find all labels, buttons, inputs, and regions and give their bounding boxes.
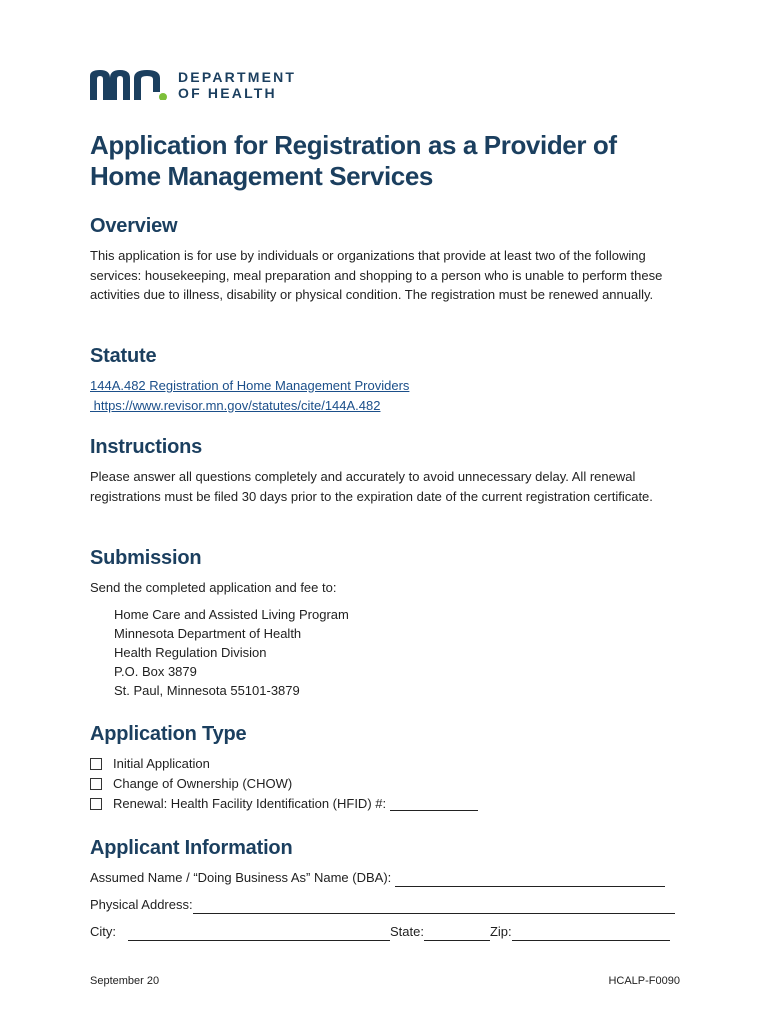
- dba-row: [90, 868, 665, 887]
- footer-form-id: HCALP-F0090: [608, 975, 680, 987]
- option-initial: [90, 754, 210, 773]
- city-label: City:: [90, 924, 116, 939]
- overview-text: This application is for use by individuals or organizations that provide at least two of the following services: housekeeping, meal preparation and shopping to a person who is unable to perform these activities due to illness, disability or physical condition. The registration must be renewed annually.: [90, 248, 663, 302]
- option-label: Change of Ownership (CHOW): [113, 776, 293, 791]
- chow-checkbox[interactable]: [90, 778, 102, 790]
- renewal-checkbox[interactable]: [90, 798, 102, 810]
- dba-field[interactable]: [395, 872, 665, 887]
- footer-date: September 20: [90, 975, 160, 987]
- mailing-address: [114, 605, 349, 700]
- option-renewal: [90, 794, 478, 813]
- org-name: [178, 69, 296, 101]
- state-label: State:: [390, 924, 424, 939]
- address-row: [90, 895, 675, 914]
- mn-logo-icon: [90, 68, 168, 100]
- statute-heading: Statute: [90, 345, 157, 367]
- zip-field[interactable]: [512, 926, 670, 941]
- address-line: St. Paul, Minnesota 55101-3879: [114, 683, 300, 698]
- option-chow: [90, 774, 292, 793]
- org-name-line1: DEPARTMENT: [178, 69, 297, 85]
- physical-address-label: Physical Address:: [90, 897, 193, 912]
- instructions-text: Please answer all questions completely and accurately to avoid unnecessary delay. All renewal registrations must be filed 30 days prior to the expiration date of the current registration certificate.: [90, 469, 653, 504]
- initial-application-checkbox[interactable]: [90, 758, 102, 770]
- city-state-zip-row: [90, 922, 670, 941]
- option-label: Initial Application: [113, 756, 210, 771]
- physical-address-field[interactable]: [193, 899, 675, 914]
- address-line: Minnesota Department of Health: [114, 626, 302, 641]
- org-name-line2: OF HEALTH: [178, 85, 277, 101]
- application-type-heading: Application Type: [90, 723, 247, 745]
- dba-label: Assumed Name / “Doing Business As” Name (DBA):: [90, 870, 392, 885]
- city-field[interactable]: [128, 926, 390, 941]
- statute-url-link[interactable]: https://www.revisor.mn.gov/statutes/cite/144A.482: [90, 397, 381, 413]
- zip-label: Zip:: [489, 924, 512, 939]
- submission-heading: Submission: [90, 547, 202, 569]
- applicant-info-heading: Applicant Information: [90, 837, 293, 859]
- option-label: Renewal: Health Facility Identification (HFID) #:: [113, 796, 387, 811]
- address-line: Health Regulation Division: [114, 645, 267, 660]
- address-line: Home Care and Assisted Living Program: [114, 607, 349, 622]
- hfid-field[interactable]: [390, 796, 478, 811]
- statute-title-link[interactable]: 144A.482 Registration of Home Management Providers: [90, 378, 410, 393]
- statute-links: [90, 376, 409, 415]
- state-field[interactable]: [424, 926, 490, 941]
- address-line: P.O. Box 3879: [114, 664, 197, 679]
- overview-heading: Overview: [90, 215, 178, 237]
- page-title: Application for Registration as a Provider of Home Management Services: [90, 130, 617, 191]
- instructions-heading: Instructions: [90, 436, 203, 458]
- submission-intro: Send the completed application and fee to:: [90, 580, 337, 595]
